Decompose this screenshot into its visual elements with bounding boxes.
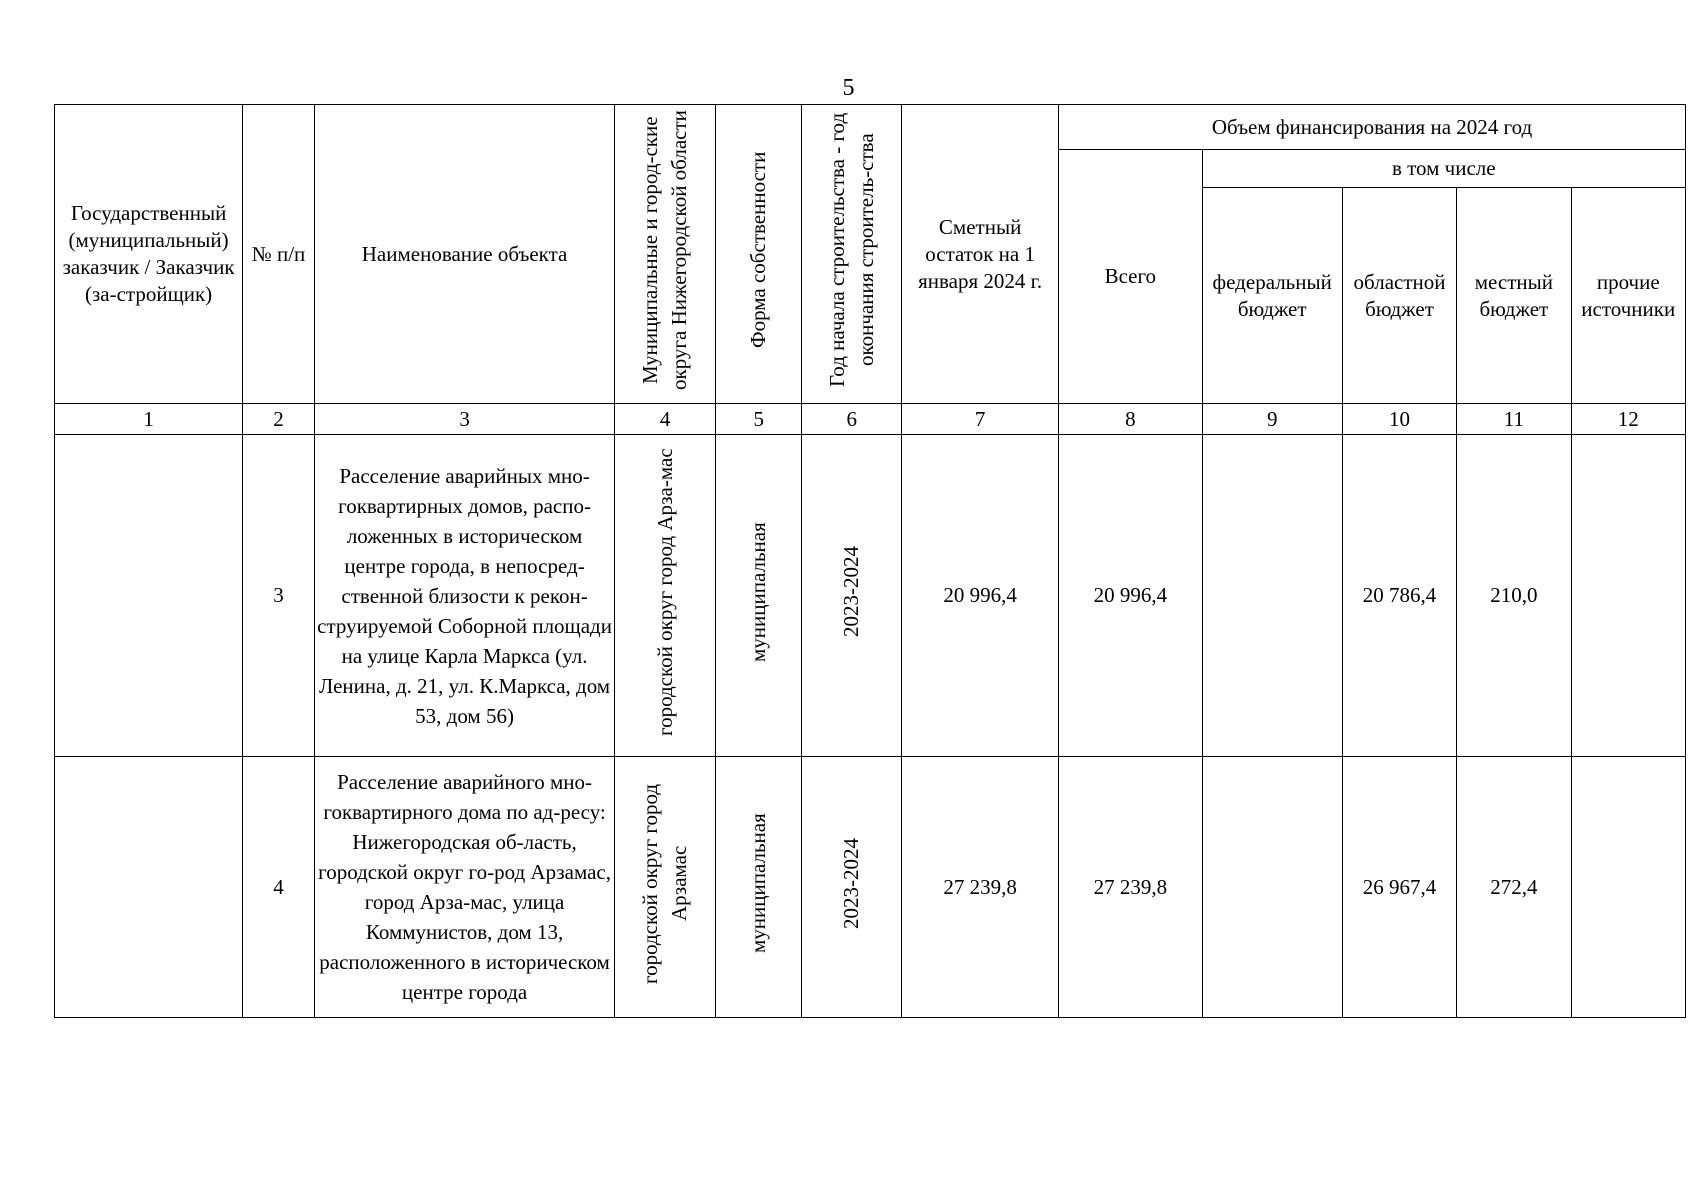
cell-local: 272,4 — [1457, 757, 1571, 1018]
column-number: 9 — [1202, 404, 1342, 435]
table-row — [55, 435, 1686, 757]
cell-remainder: 27 239,8 — [902, 757, 1059, 1018]
cell-remainder: 20 996,4 — [902, 435, 1059, 757]
header-remainder-label: Сметный остаток на 1 января 2024 г. — [918, 214, 1043, 293]
cell-district-text: городской округ город Арза-мас — [652, 447, 677, 736]
header-total-label: Всего — [1104, 264, 1157, 288]
column-number: 10 — [1342, 404, 1456, 435]
header-including-label: в том числе — [1391, 156, 1496, 180]
header-other-label: прочие источники — [1581, 269, 1676, 321]
column-number: 5 — [716, 404, 802, 435]
header-district — [615, 105, 716, 404]
column-number: 12 — [1571, 404, 1685, 435]
cell-other — [1571, 435, 1685, 757]
cell-regional: 26 967,4 — [1342, 757, 1456, 1018]
header-regional-label: областной бюджет — [1353, 269, 1446, 321]
cell-ownership — [716, 435, 802, 757]
cell-other — [1571, 757, 1685, 1018]
header-customer-label: Государственный (муниципальный) заказчик / Заказчик (за-стройщик) — [62, 201, 235, 306]
header-object-name-label: Наименование объекта — [361, 241, 568, 266]
column-number-row — [55, 404, 1686, 435]
column-number: 1 — [55, 404, 243, 435]
header-ownership-label: Форма собственности — [746, 151, 771, 349]
cell-object-name: Расселение аварийных мно-гоквартирных домов, распо-ложенных в историческом центре города, в непосред-ственной близости к рекон-струируемой Соборной площади на улице Карла Маркса (ул. Ленина, д. 21, ул. К.Маркса, дом 53, дом 56) — [314, 435, 614, 757]
header-object-name — [314, 105, 614, 404]
column-number: 3 — [314, 404, 614, 435]
header-local — [1457, 188, 1571, 404]
financing-table — [54, 104, 1686, 1018]
cell-district — [615, 757, 716, 1018]
cell-total: 27 239,8 — [1059, 757, 1202, 1018]
cell-num: 3 — [243, 435, 315, 757]
header-regional — [1342, 188, 1456, 404]
cell-customer — [55, 435, 243, 757]
cell-district — [615, 435, 716, 757]
cell-object-name: Расселение аварийного мно-гоквартирного дома по ад-ресу: Нижегородская об-ласть, городской округ го-род Арзамас, город Арза-мас, улица Коммунистов, дом 13, расположенного в историческом центре города — [314, 757, 614, 1018]
cell-years — [802, 757, 902, 1018]
cell-federal — [1202, 435, 1342, 757]
column-number: 8 — [1059, 404, 1202, 435]
cell-federal — [1202, 757, 1342, 1018]
cell-years-text: 2023-2024 — [839, 837, 864, 929]
column-number: 6 — [802, 404, 902, 435]
cell-ownership — [716, 757, 802, 1018]
table-row — [55, 757, 1686, 1018]
cell-total: 20 996,4 — [1059, 435, 1202, 757]
column-number: 4 — [615, 404, 716, 435]
header-customer — [55, 105, 243, 404]
cell-local: 210,0 — [1457, 435, 1571, 757]
header-remainder — [902, 105, 1059, 404]
header-total — [1059, 150, 1202, 404]
header-num-label: № п/п — [251, 241, 306, 266]
header-num — [243, 105, 315, 404]
column-number: 11 — [1457, 404, 1571, 435]
cell-district-text: городской округ город Арзамас — [638, 782, 692, 984]
cell-years — [802, 435, 902, 757]
page-number: 5 — [842, 75, 855, 101]
cell-regional: 20 786,4 — [1342, 435, 1456, 757]
header-local-label: местный бюджет — [1474, 269, 1553, 321]
header-funding-label: Объем финансирования на 2024 год — [1211, 114, 1533, 139]
header-ownership — [716, 105, 802, 404]
header-other — [1571, 188, 1685, 404]
cell-years-text: 2023-2024 — [839, 546, 864, 637]
cell-customer — [55, 757, 243, 1018]
cell-ownership-text: муниципальная — [746, 521, 771, 662]
header-years — [802, 105, 902, 404]
header-federal-label: федеральный бюджет — [1212, 269, 1332, 321]
header-including — [1202, 150, 1685, 188]
header-federal — [1202, 188, 1342, 404]
cell-num: 4 — [243, 757, 315, 1018]
header-district-label: Муниципальные и город-ские округа Нижегородской области — [638, 110, 692, 390]
header-funding — [1059, 105, 1686, 150]
column-number: 7 — [902, 404, 1059, 435]
column-number: 2 — [243, 404, 315, 435]
header-row-1 — [55, 105, 1686, 150]
cell-ownership-text: муниципальная — [746, 813, 771, 953]
header-years-label: Год начала строительства - год окончания строитель-ства — [824, 112, 878, 388]
